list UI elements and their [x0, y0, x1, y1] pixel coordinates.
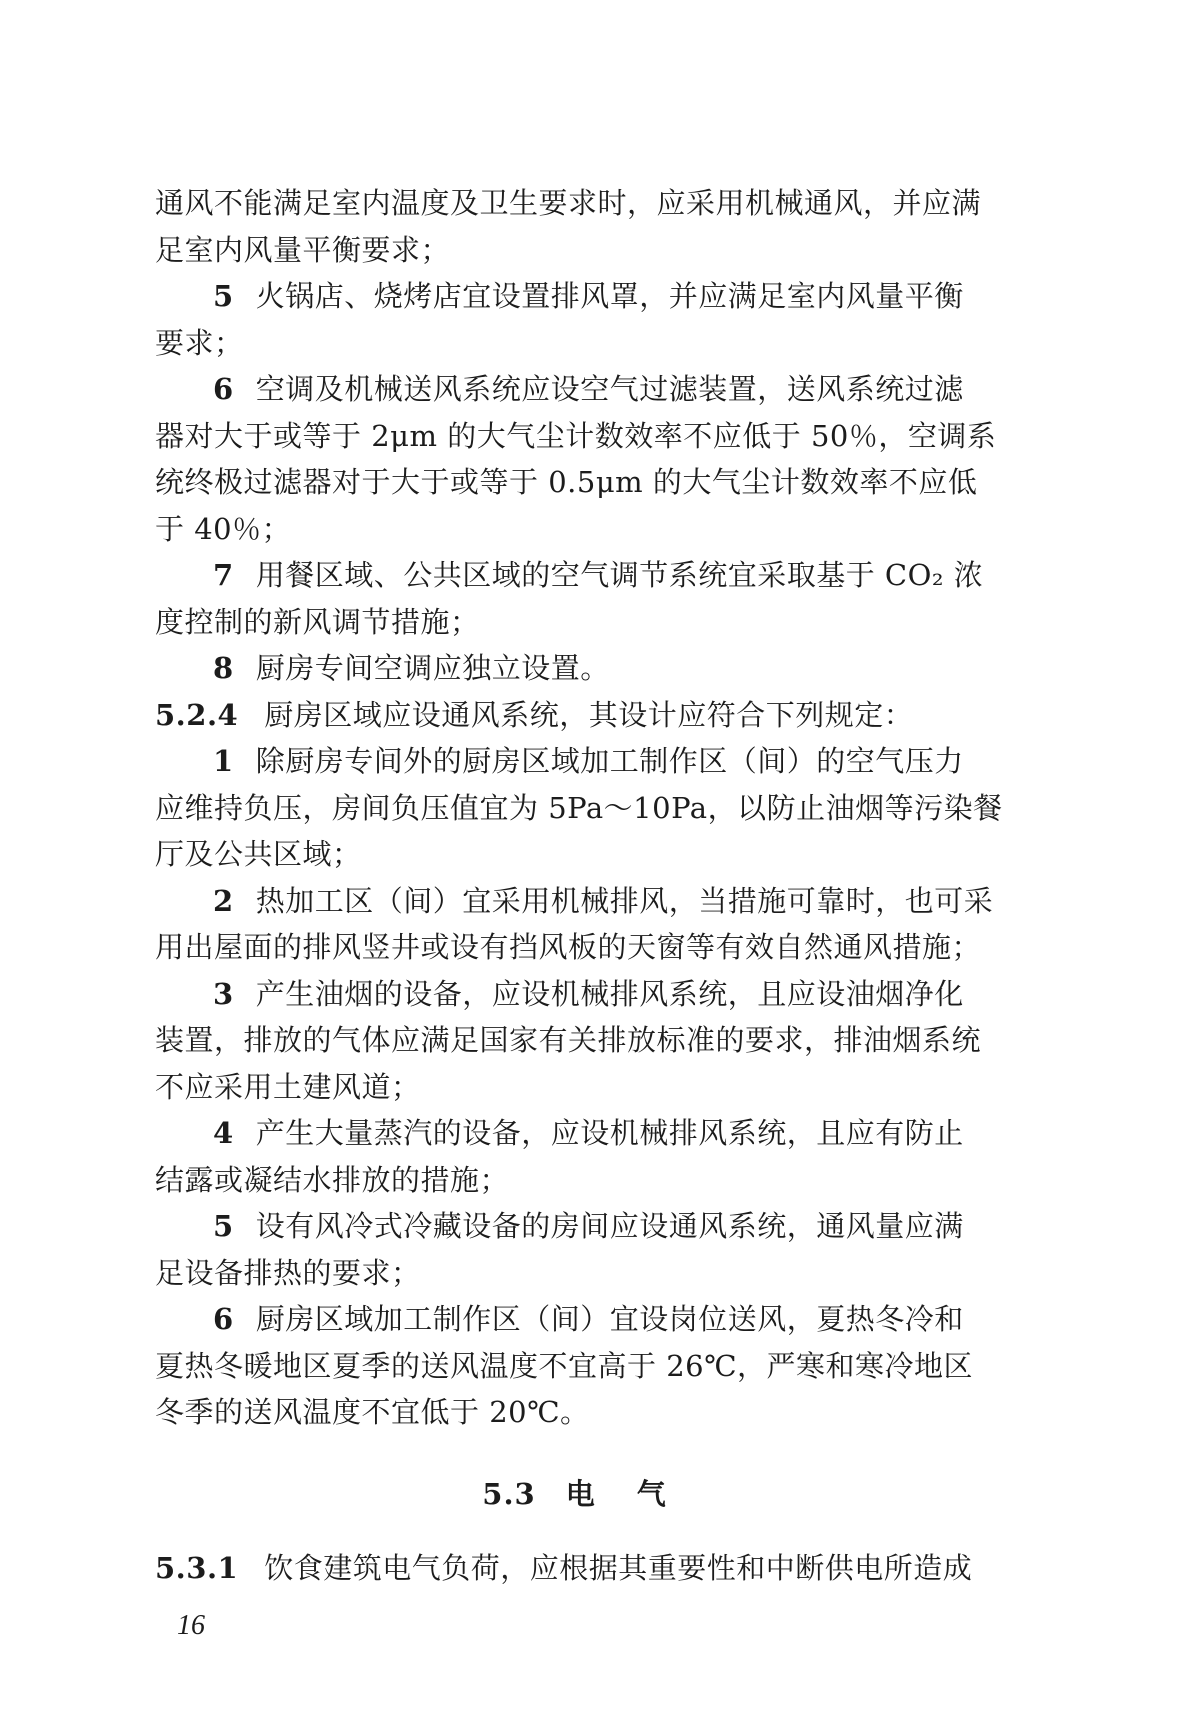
list-item-3: 3 产生油烟的设备，应设机械排风系统，且应设油烟净化 [155, 971, 1035, 1018]
text-line: 器对大于或等于 2μm 的大气尘计数效率不应低于 50％，空调系 [155, 418, 997, 453]
text-line: 夏热冬暖地区夏季的送风温度不宜高于 26℃，严寒和寒冷地区 [155, 1348, 974, 1383]
item-number: 3 [213, 976, 234, 1011]
item-number: 6 [213, 1302, 234, 1336]
item-number: 2 [213, 883, 234, 918]
section-title: 电气 [565, 1477, 708, 1511]
list-item-7: 7 用餐区域、公共区域的空气调节系统宜采取基于 CO₂ 浓 [155, 552, 1035, 599]
list-item-5: 5 火锅店、烧烤店宜设置排风罩，并应满足室内风量平衡 [155, 273, 1035, 320]
section-number: 5.3 [482, 1477, 536, 1511]
clause-5-3-1: 5.3.1 饮食建筑电气负荷，应根据其重要性和中断供电所造成 [155, 1545, 1035, 1592]
list-item-4: 4 产生大量蒸汽的设备，应设机械排风系统，且应有防止 [155, 1110, 1035, 1157]
text-line: 厅及公共区域； [155, 837, 362, 871]
text-line: 冬季的送风温度不宜低于 20℃。 [155, 1395, 590, 1429]
text-line: 足室内风量平衡要求； [155, 232, 451, 267]
page-number: 16 [177, 1610, 205, 1641]
text-line: 要求； [155, 325, 244, 360]
text-line: 足设备排热的要求； [155, 1255, 421, 1290]
clause-5-2-4: 5.2.4 厨房区域应设通风系统，其设计应符合下列规定： [155, 692, 1035, 739]
text-line: 应维持负压，房间负压值宜为 5Pa～10Pa，以防止油烟等污染餐 [155, 790, 1003, 825]
item-number: 6 [213, 372, 234, 406]
text-line: 于 40％； [155, 511, 292, 546]
text-line: 统终极过滤器对于大于或等于 0.5μm 的大气尘计数效率不应低 [155, 465, 978, 499]
clause-number: 5.2.4 [155, 697, 239, 732]
text-line: 结露或凝结水排放的措施； [155, 1162, 510, 1197]
item-number: 7 [213, 558, 234, 592]
list-item-2: 2 热加工区（间）宜采用机械排风，当措施可靠时，也可采 [155, 878, 1035, 925]
list-item-5b: 5 设有风冷式冷藏设备的房间应设通风系统，通风量应满 [155, 1203, 1035, 1250]
list-item-1: 1 除厨房专间外的厨房区域加工制作区（间）的空气压力 [155, 738, 1035, 785]
list-item-6b: 6 厨房区域加工制作区（间）宜设岗位送风，夏热冬冷和 [155, 1296, 1035, 1343]
item-number: 5 [213, 279, 234, 313]
list-item-6: 6 空调及机械送风系统应设空气过滤装置，送风系统过滤 [155, 366, 1035, 413]
text-line: 度控制的新风调节措施； [155, 604, 480, 639]
item-number: 4 [213, 1116, 234, 1150]
list-item-8: 8 厨房专间空调应独立设置。 [155, 645, 1035, 692]
clause-number: 5.3.1 [155, 1551, 239, 1585]
item-number: 1 [213, 744, 234, 778]
text-line: 装置，排放的气体应满足国家有关排放标准的要求，排油烟系统 [155, 1023, 982, 1057]
text-line: 不应采用土建风道； [155, 1069, 421, 1104]
body-text [155, 180, 1035, 1436]
section-heading [155, 1472, 1035, 1513]
item-number: 5 [213, 1209, 234, 1243]
text-line: 通风不能满足室内温度及卫生要求时，应采用机械通风，并应满 [155, 186, 982, 220]
item-number: 8 [213, 651, 234, 685]
text-line: 用出屋面的排风竖井或设有挡风板的天窗等有效自然通风措施； [155, 930, 982, 964]
